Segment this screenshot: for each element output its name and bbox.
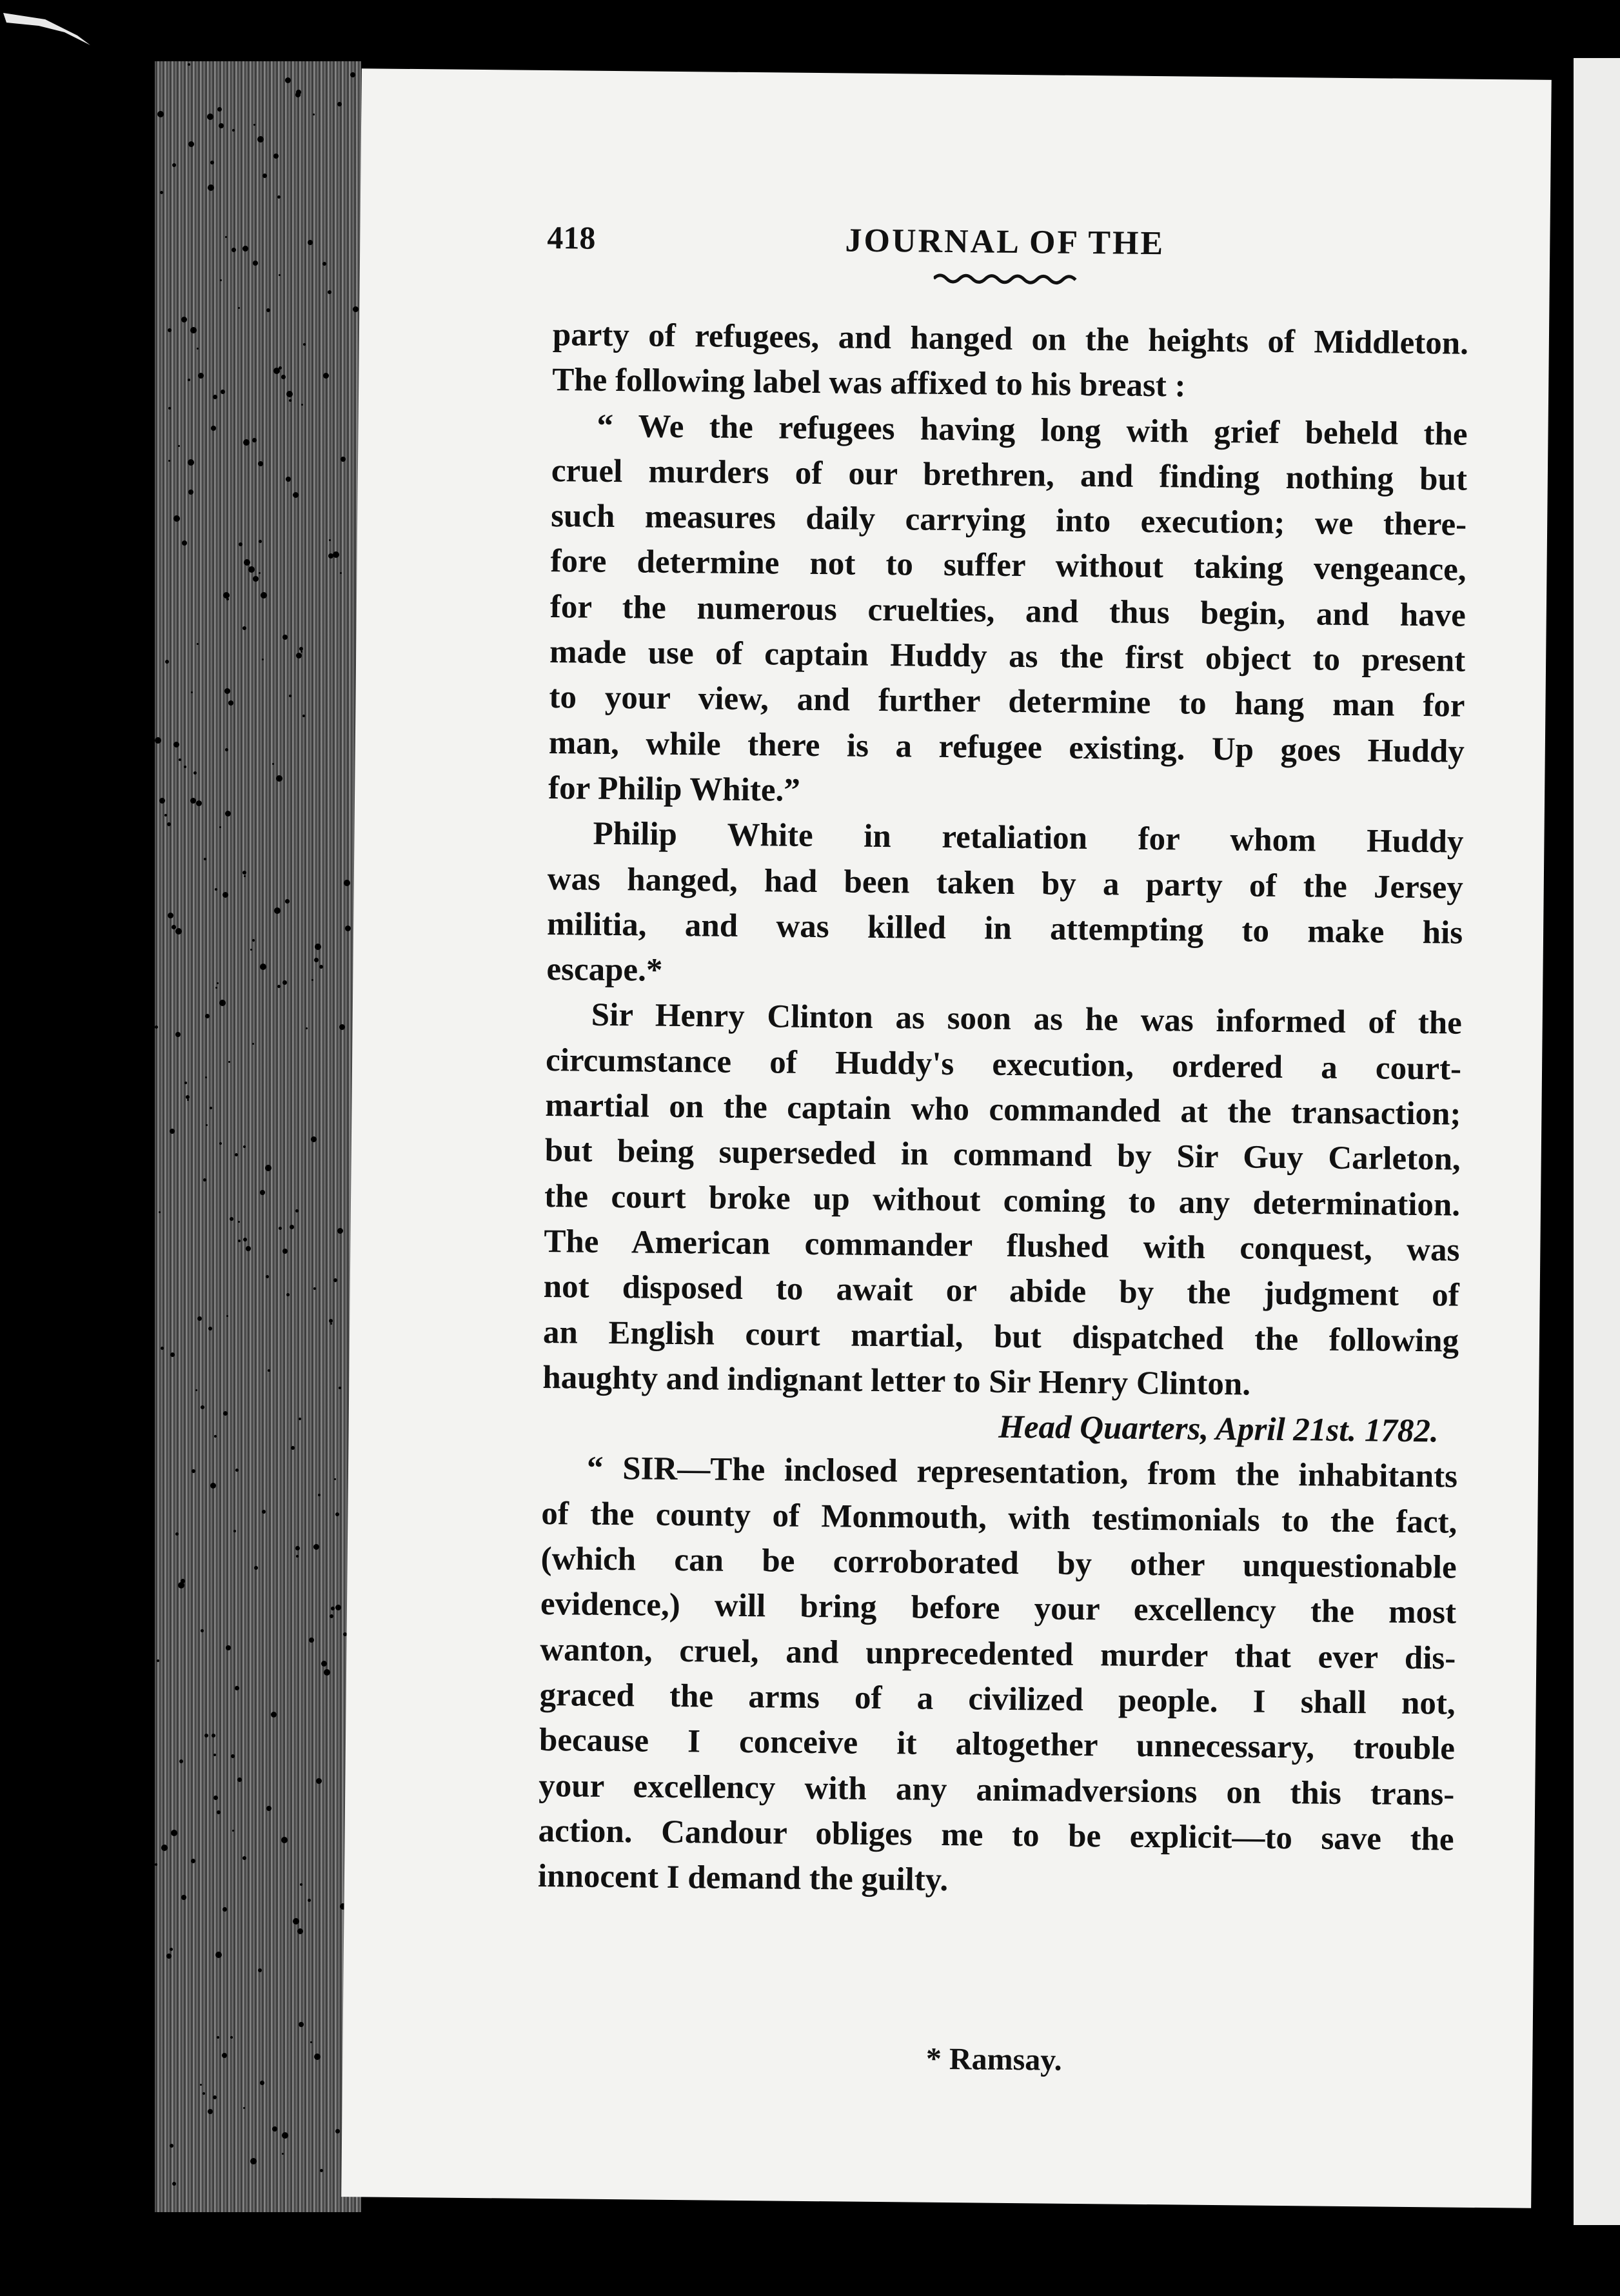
edge-speckle — [315, 944, 321, 950]
edge-speckle — [219, 1000, 226, 1006]
edge-speckle — [222, 1907, 227, 1912]
edge-speckle — [252, 438, 257, 442]
edge-speckle — [190, 798, 196, 804]
edge-speckle — [170, 1129, 175, 1134]
edge-speckle — [235, 1469, 239, 1472]
edge-speckle — [225, 748, 228, 751]
edge-speckle — [219, 1142, 222, 1145]
text-line: The American commander flushed with conquest, was — [544, 1223, 1460, 1269]
edge-speckle — [330, 1614, 333, 1618]
edge-speckle — [243, 1238, 247, 1242]
edge-speckle — [296, 653, 302, 658]
letter-dateline: Head Quarters, April 21st. 1782. — [998, 1409, 1439, 1450]
edge-speckle — [205, 1076, 207, 1078]
edge-speckle — [291, 1446, 295, 1450]
edge-speckle — [178, 445, 180, 447]
edge-speckle — [235, 1153, 238, 1156]
edge-speckle — [308, 240, 313, 245]
edge-speckle — [231, 1754, 235, 1758]
edge-speckle — [172, 2182, 176, 2186]
edge-speckle — [193, 771, 197, 775]
edge-speckle — [159, 798, 165, 804]
edge-speckle — [214, 1435, 217, 1438]
edge-speckle — [335, 1605, 341, 1610]
edge-speckle — [324, 1669, 330, 1676]
text-line: (which can be corroborated by other unquestionable — [540, 1541, 1457, 1586]
edge-speckle — [164, 814, 167, 816]
edge-speckle — [259, 572, 261, 574]
edge-speckle — [175, 1032, 181, 1037]
edge-speckle — [274, 907, 281, 914]
edge-speckle — [243, 1145, 246, 1148]
edge-speckle — [289, 695, 291, 697]
edge-speckle — [219, 826, 221, 828]
edge-speckle — [187, 1099, 189, 1101]
edge-speckle — [285, 899, 290, 904]
text-line: the court broke up without coming to any determination. — [544, 1178, 1461, 1223]
edge-speckle — [314, 958, 319, 962]
edge-speckle — [210, 1483, 216, 1489]
edge-speckle — [213, 1754, 216, 1756]
text-line: to your view, and further determine to hang man for — [549, 679, 1465, 725]
edge-speckle — [350, 72, 355, 77]
edge-speckle — [168, 328, 172, 332]
facing-page-edge — [1574, 58, 1620, 2225]
text-line: an English court martial, but dispatched the following — [542, 1314, 1459, 1360]
edge-speckle — [272, 2126, 277, 2132]
edge-speckle — [237, 1777, 242, 1782]
edge-speckle — [230, 1217, 233, 1221]
edge-speckle — [225, 811, 231, 816]
text-line: cruel murders of our brethren, and finding nothing but — [551, 452, 1468, 498]
edge-speckle — [238, 307, 240, 309]
edge-speckle — [248, 566, 255, 573]
edge-speckle — [297, 1928, 303, 1934]
edge-speckle — [213, 2095, 217, 2099]
edge-speckle — [260, 964, 266, 970]
edge-speckle — [191, 1859, 195, 1863]
edge-speckle — [271, 1712, 277, 1717]
edge-speckle — [159, 1211, 161, 1213]
edge-speckle — [302, 715, 305, 717]
text-line: man, while there is a refugee existing. Up goes Huddy — [548, 724, 1465, 770]
edge-speckle — [301, 651, 302, 653]
edge-speckle — [184, 1082, 187, 1084]
edge-speckle — [192, 1469, 195, 1473]
text-line: graced the arms of a civilized people. I shall not, — [539, 1676, 1456, 1722]
edge-speckle — [243, 439, 250, 446]
text-line: was hanged, had been taken by a party of the Jersey — [547, 860, 1464, 906]
edge-speckle — [181, 317, 187, 322]
text-line: The following label was affixed to his breast : — [551, 362, 1186, 404]
text-line: but being superseded in command by Sir Guy Carleton, — [544, 1133, 1461, 1178]
edge-speckle — [197, 348, 199, 350]
edge-speckle — [179, 1759, 183, 1763]
edge-speckle — [221, 390, 225, 394]
edge-speckle — [333, 1278, 337, 1282]
edge-speckle — [166, 1954, 172, 1959]
edge-speckle — [210, 1107, 212, 1109]
edge-speckle — [188, 490, 193, 495]
edge-speckle — [232, 1830, 234, 1832]
edge-speckle — [242, 246, 248, 252]
edge-speckle — [341, 457, 346, 462]
edge-speckle — [310, 2041, 312, 2043]
edge-speckle — [339, 1387, 341, 1389]
edge-speckle — [170, 2144, 173, 2148]
edge-speckle — [233, 1530, 236, 1532]
book-page — [341, 68, 1552, 2208]
edge-speckle — [215, 1952, 222, 1958]
edge-speckle — [329, 1319, 333, 1323]
edge-speckle — [175, 928, 182, 935]
edge-speckle — [224, 688, 230, 694]
running-title: JOURNAL OF THE — [845, 222, 1165, 262]
edge-speckle — [161, 1845, 168, 1851]
edge-speckle — [173, 515, 180, 522]
edge-speckle — [211, 426, 216, 431]
edge-speckle — [258, 461, 263, 466]
edge-speckle — [316, 1778, 322, 1784]
edge-speckle — [254, 1566, 258, 1570]
edge-speckle — [197, 1316, 202, 1321]
edge-speckle — [182, 540, 187, 546]
edge-speckle — [217, 2036, 219, 2039]
edge-speckle — [206, 1124, 208, 1126]
edge-speckle — [337, 1228, 343, 1234]
edge-speckle — [222, 892, 228, 898]
text-line: Sir Henry Clinton as soon as he was informed of the — [591, 997, 1463, 1042]
text-line: for Philip White.” — [548, 770, 801, 809]
edge-speckle — [168, 913, 173, 918]
edge-speckle — [334, 1478, 336, 1480]
edge-speckle — [258, 1968, 262, 1972]
edge-speckle — [260, 2081, 264, 2085]
edge-speckle — [220, 279, 222, 281]
edge-speckle — [328, 290, 331, 294]
edge-speckle — [171, 1830, 177, 1836]
edge-speckle — [204, 858, 206, 860]
edge-speckle — [282, 635, 288, 640]
edge-speckle — [299, 1418, 301, 1420]
edge-speckle — [344, 880, 350, 886]
edge-speckle — [223, 1411, 228, 1416]
edge-speckle — [306, 1027, 308, 1029]
text-line: of the county of Monmouth, with testimonials to the fact, — [541, 1495, 1457, 1541]
edge-speckle — [330, 1323, 332, 1325]
text-line: such measures daily carrying into execution; we there- — [550, 498, 1467, 543]
edge-speckle — [170, 1352, 175, 1357]
edge-speckle — [281, 375, 286, 379]
edge-speckle — [228, 1061, 230, 1063]
edge-speckle — [238, 1221, 240, 1223]
edge-speckle — [335, 2129, 340, 2133]
footnote: * Ramsay. — [925, 2041, 1062, 2077]
edge-speckle — [260, 1190, 265, 1195]
edge-speckle — [293, 1918, 299, 1925]
edge-speckle — [168, 407, 171, 410]
edge-speckle — [201, 1629, 204, 1632]
edge-speckle — [243, 2107, 245, 2109]
edge-speckle — [295, 1546, 300, 1550]
edge-speckle — [337, 102, 342, 106]
edge-speckle — [319, 965, 323, 969]
edge-speckle — [301, 404, 303, 406]
text-line: haughty and indignant letter to Sir Henry Clinton. — [542, 1359, 1251, 1403]
edge-speckle — [232, 248, 236, 252]
edge-speckle — [299, 2022, 304, 2027]
edge-speckle — [165, 660, 169, 664]
edge-speckle — [282, 2153, 284, 2155]
edge-speckle — [277, 195, 281, 199]
edge-speckle — [313, 114, 315, 115]
edge-speckle — [191, 691, 193, 693]
scan-corner-mark — [0, 0, 97, 52]
text-line: made use of captain Huddy as the first object to present — [549, 634, 1466, 679]
text-line: “ We the refugees having long with grief beheld the — [597, 408, 1468, 453]
edge-speckle — [155, 1025, 158, 1029]
edge-speckle — [286, 1293, 290, 1296]
edge-speckle — [320, 2169, 323, 2172]
edge-speckle — [252, 939, 255, 942]
edge-speckle — [217, 107, 222, 112]
edge-speckle — [282, 980, 287, 985]
edge-speckle — [329, 539, 331, 541]
edge-speckle — [239, 542, 242, 546]
edge-speckle — [323, 373, 329, 379]
edge-speckle — [222, 2053, 227, 2058]
page-number: 418 — [547, 219, 596, 256]
edge-speckle — [244, 875, 246, 877]
text-line: your excellency with any animadversions on this trans- — [538, 1767, 1455, 1813]
edge-speckle — [242, 871, 246, 875]
edge-speckle — [157, 111, 164, 117]
edge-speckle — [175, 1532, 179, 1536]
edge-speckle — [309, 1638, 314, 1643]
edge-speckle — [303, 343, 306, 346]
edge-speckle — [265, 1165, 272, 1171]
edge-speckle — [190, 327, 197, 333]
edge-speckle — [167, 822, 171, 826]
edge-speckle — [282, 1249, 288, 1254]
edge-speckle — [262, 1510, 266, 1514]
edge-speckle — [313, 1544, 319, 1550]
edge-speckle — [253, 576, 259, 582]
edge-speckle — [215, 888, 217, 891]
edge-speckle — [198, 373, 204, 379]
edge-speckle — [272, 763, 274, 765]
edge-speckle — [188, 141, 194, 147]
edge-speckle — [318, 1494, 321, 1496]
edge-speckle — [238, 1240, 241, 1242]
edge-speckle — [279, 366, 282, 370]
text-line: Philip White in retaliation for whom Huddy — [593, 815, 1464, 860]
edge-speckle — [196, 800, 202, 806]
text-line: action. Candour obliges me to be explicit—to save the — [538, 1812, 1454, 1858]
edge-speckle — [311, 979, 313, 981]
page-header — [547, 219, 1463, 286]
edge-speckle — [331, 1607, 335, 1610]
edge-speckle — [195, 1389, 197, 1391]
edge-speckle — [286, 391, 293, 397]
edge-speckle — [168, 460, 170, 462]
text-line: escape.* — [546, 951, 663, 989]
edge-speckle — [250, 2158, 257, 2164]
edge-speckle — [217, 982, 219, 984]
text-line: “ SIR—The inclosed representation, from the inhabitants — [586, 1450, 1458, 1496]
edge-speckle — [188, 459, 194, 466]
edge-speckle — [207, 114, 213, 120]
edge-speckle — [276, 775, 282, 782]
edge-speckle — [308, 1899, 311, 1902]
edge-speckle — [161, 1347, 164, 1350]
edge-speckle — [172, 925, 176, 929]
edge-speckle — [262, 173, 267, 178]
edge-speckle — [279, 274, 281, 276]
text-line: not disposed to await or abide by the judgment of — [543, 1269, 1459, 1314]
text-line: wanton, cruel, and unprecedented murder that ever dis- — [540, 1631, 1456, 1677]
edge-speckle — [322, 262, 326, 266]
edge-speckle — [313, 1287, 316, 1290]
body-text — [538, 312, 1469, 1908]
edge-speckle — [246, 1246, 251, 1251]
edge-speckle — [226, 1315, 228, 1317]
text-line: fore determine not to suffer without taking vengeance, — [550, 543, 1467, 589]
edge-speckle — [157, 1659, 159, 1662]
edge-speckle — [345, 925, 351, 931]
edge-speckle — [295, 1209, 299, 1212]
edge-speckle — [290, 1225, 294, 1229]
edge-speckle — [340, 572, 342, 574]
text-line: circumstance of Huddy's execution, ordered a court- — [545, 1042, 1462, 1087]
edge-speckle — [285, 77, 291, 83]
edge-speckle — [244, 559, 250, 566]
edge-speckle — [333, 551, 339, 558]
edge-speckle — [252, 1043, 254, 1045]
text-line: evidence,) will bring before your excellency the most — [540, 1586, 1457, 1631]
edge-speckle — [155, 1863, 157, 1866]
edge-speckle — [266, 1275, 269, 1278]
edge-speckle — [289, 399, 291, 402]
edge-speckle — [172, 163, 176, 167]
book-page-edges — [155, 61, 361, 2212]
text-line: because I conceive it altogether unnecessary, trouble — [538, 1722, 1456, 1767]
edge-speckle — [266, 308, 270, 312]
edge-speckle — [293, 492, 299, 498]
edge-speckle — [353, 306, 359, 312]
edge-speckle — [200, 2084, 202, 2086]
edge-speckle — [335, 1512, 339, 1516]
edge-speckle — [197, 643, 199, 645]
text-line: for the numerous cruelties, and thus begin, and have — [549, 588, 1467, 634]
edge-speckle — [235, 1686, 239, 1690]
text-line: martial on the captain who commanded at the transaction; — [545, 1087, 1461, 1133]
edge-speckle — [204, 1734, 208, 1737]
text-line: innocent I demand the guilty. — [537, 1858, 949, 1899]
edge-speckle — [273, 153, 279, 159]
edge-speckle — [268, 1369, 270, 1372]
edge-speckle — [181, 1895, 186, 1900]
edge-speckle — [188, 63, 190, 66]
edge-speckle — [208, 1327, 212, 1331]
edge-speckle — [170, 1948, 173, 1951]
edge-speckle — [219, 123, 224, 128]
edge-speckle — [202, 2092, 205, 2095]
edge-speckle — [160, 191, 163, 194]
edge-speckle — [277, 985, 281, 988]
edge-speckle — [286, 477, 291, 482]
edge-speckle — [155, 737, 161, 744]
text-line: militia, and was killed in attempting to make his — [546, 906, 1463, 951]
edge-speckle — [311, 1136, 317, 1142]
edge-speckle — [266, 1806, 272, 1811]
edge-speckle — [282, 2132, 288, 2139]
edge-speckle — [208, 2109, 213, 2114]
edge-speckle — [299, 647, 303, 651]
edge-speckle — [208, 184, 214, 191]
edge-speckle — [184, 766, 186, 768]
edge-speckle — [232, 129, 235, 132]
edge-speckle — [281, 1837, 288, 1843]
edge-speckle — [203, 1178, 206, 1182]
edge-speckle — [205, 1014, 210, 1018]
edge-speckle — [188, 379, 190, 381]
edge-speckle — [253, 261, 258, 266]
edge-speckle — [262, 658, 264, 660]
edge-speckle — [186, 1095, 190, 1099]
edge-speckle — [201, 1405, 204, 1409]
edge-speckle — [173, 742, 179, 747]
edge-speckle — [226, 1645, 231, 1650]
edge-speckle — [321, 1661, 327, 1667]
edge-speckle — [314, 2054, 321, 2060]
edge-speckle — [300, 1883, 302, 1886]
edge-speckle — [213, 395, 217, 399]
edge-speckle — [279, 1227, 282, 1230]
edge-speckle — [215, 987, 217, 989]
edge-speckle — [257, 136, 264, 143]
edge-speckle — [250, 949, 252, 951]
edge-speckle — [296, 1555, 299, 1558]
header-ornament — [934, 271, 1082, 285]
edge-speckle — [210, 161, 214, 164]
edge-speckle — [242, 626, 246, 630]
edge-speckle — [228, 700, 233, 706]
edge-speckle — [225, 236, 227, 238]
edge-speckle — [226, 598, 229, 600]
edge-speckle — [217, 1810, 221, 1814]
edge-speckle — [213, 1796, 218, 1800]
edge-speckle — [261, 592, 267, 599]
text-line: party of refugees, and hanged on the heights of Middleton. — [552, 317, 1469, 362]
edge-speckle — [295, 92, 301, 97]
edge-speckle — [230, 2036, 233, 2039]
edge-speckle — [179, 758, 181, 761]
edge-speckle — [259, 540, 262, 543]
edge-speckle — [212, 1734, 215, 1737]
edge-speckle — [242, 1856, 246, 1860]
edge-speckle — [339, 1024, 345, 1030]
edge-speckle — [178, 1582, 184, 1588]
edge-speckle — [253, 124, 255, 126]
